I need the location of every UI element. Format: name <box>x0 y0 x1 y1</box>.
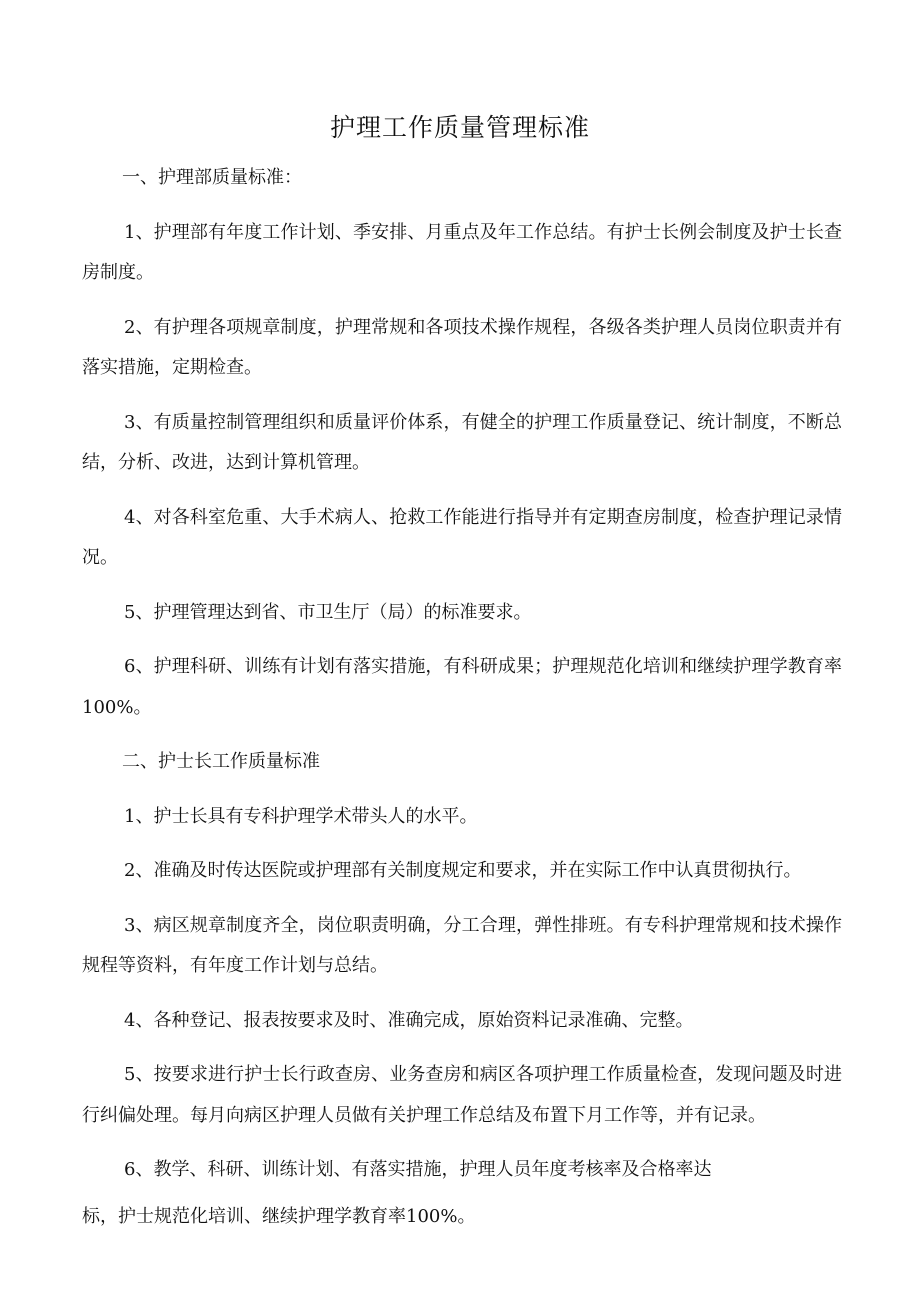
section-heading-nursing-dept: 一、护理部质量标准： <box>122 167 302 188</box>
paragraph-head-nurse-3: 3、病区规章制度齐全，岗位职责明确，分工合理，弹性排班。有专科护理常规和技术操作规程等资料，有年度工作计划与总结。 <box>82 914 842 976</box>
paragraph-nursing-dept-2: 2、有护理各项规章制度，护理常规和各项技术操作规程，各级各类护理人员岗位职责并有落实措施，定期检查。 <box>82 316 842 378</box>
paragraph-head-nurse-6: 6、教学、科研、训练计划、有落实措施，护理人员年度考核率及合格率达 <box>124 1159 712 1180</box>
paragraph-nursing-dept-6: 6、护理科研、训练有计划有落实措施，有科研成果；护理规范化培训和继续护理学教育率100%。 <box>82 656 842 718</box>
paragraph-nursing-dept-4: 4、对各科室危重、大手术病人、抢救工作能进行指导并有定期查房制度，检查护理记录情况。 <box>82 506 842 568</box>
paragraph-head-nurse-1: 1、护士长具有专科护理学术带头人的水平。 <box>124 805 478 827</box>
paragraph-head-nurse-4: 4、各种登记、报表按要求及时、准确完成，原始资料记录准确、完整。 <box>124 1009 694 1031</box>
document-body <box>82 158 842 1251</box>
paragraph-head-nurse-5: 5、按要求进行护士长行政查房、业务查房和病区各项护理工作质量检查，发现问题及时进行纠偏处理。每月向病区护理人员做有关护理工作总结及布置下月工作等，并有记录。 <box>82 1064 842 1126</box>
section-heading-head-nurse: 二、护士长工作质量标准 <box>122 751 320 772</box>
paragraph-head-nurse-6-continued: 标，护士规范化培训、继续护理学教育率100%。 <box>82 1205 476 1227</box>
paragraph-head-nurse-2: 2、准确及时传达医院或护理部有关制度规定和要求，并在实际工作中认真贯彻执行。 <box>124 860 802 881</box>
paragraph-nursing-dept-5: 5、护理管理达到省、市卫生厅（局）的标准要求。 <box>124 601 532 623</box>
paragraph-nursing-dept-3: 3、有质量控制管理组织和质量评价体系，有健全的护理工作质量登记、统计制度，不断总结，分析、改进，达到计算机管理。 <box>82 411 842 473</box>
paragraph-nursing-dept-1: 1、护理部有年度工作计划、季安排、月重点及年工作总结。有护士长例会制度及护士长查房制度。 <box>82 221 842 283</box>
document-title: 护理工作质量管理标准 <box>329 113 590 142</box>
